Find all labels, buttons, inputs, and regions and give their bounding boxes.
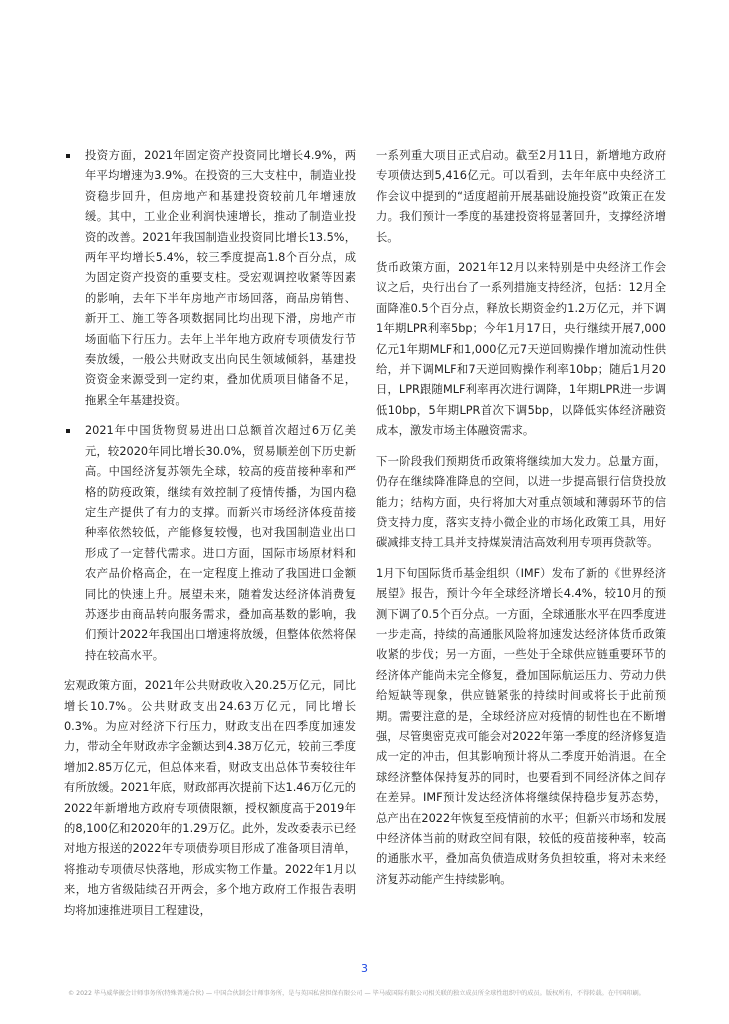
bullet-item-trade [64,421,356,666]
copyright-footer: © 2022 毕马威华振会计师事务所(特殊普通合伙) — 中国合伙制会计师事务所，是与英国私营担保有限公司 — 毕马威国际有限公司相关联的独立成员所全球性组织中的成员。版权所有，不得转载。在中国印刷。 [68,990,645,997]
paragraph-macro-policy: 宏观政策方面，2021年公共财政收入20.25万亿元，同比增长10.7%。公共财政支出24.63万亿元，同比增长0.3%。为应对经济下行压力，财政支出在四季度加速发力，带动全年财政赤字金额达到4.38万亿元，较前三季度增加2.85万亿元，但总体来看，财政支出总体节奏较往年有所放缓。2021年底，财政部再次提前下达1.46万亿元的2022年新增地方政府专项债限额，授权额度高于2019年的8,100亿和2020年的1.29万亿。此外，发改委表示已经对地方报送的2022年专项债券项目形成了准备项目清单，将推动专项债尽快落地，形成实物工作量。2022年1月以来，地方省级陆续召开两会，多个地方政府工作报告表明均将加速推进项目工程建设， [64,679,356,917]
page-number: 3 [361,962,368,975]
right-column [376,146,666,900]
left-column [64,146,356,931]
square-bullet-icon [66,429,70,433]
bullet-text: 2021年中国货物贸易进出口总额首次超过6万亿美元，较2020年同比增长30.0%，贸易顺差创下历史新高。中国经济复苏领先全球，较高的疫苗接种率和严格的防疫政策，继续有效控制了疫情传播，为国内稳定生产提供了有力的支撑。而新兴市场经济体疫苗接种率依然较低，产能修复较慢，也对我国制造业出口形成了一定替代需求。进口方面，国际市场原材料和农产品价格高企，在一定程度上推动了我国进口金额同比的快速上升。展望未来，随着发达经济体消费复苏逐步由商品转向服务需求，叠加高基数的影响，我们预计2022年我国出口增速将放缓，但整体依然将保持在较高水平。 [85,424,356,662]
paragraph-monetary-policy: 货币政策方面，2021年12月以来特别是中央经济工作会议之后，央行出台了一系列措施支持经济，包括：12月全面降准0.5个百分点，释放长期资金约1.2万亿元，并下调1年期LPR利率5bp；今年1月17日，央行继续开展7,000亿元1年期MLF和1,000亿元7天逆回购操作增加流动性供给，并下调MLF和7天逆回购操作利率10bp；随后1月20日，LPR跟随MLF利率再次进行调降，1年期LPR进一步调低10bp，5年期LPR首次下调5bp，以降低实体经济融资成本，激发市场主体融资需求。 [376,261,666,438]
bullet-text: 投资方面，2021年固定资产投资同比增长4.9%，两年平均增速为3.9%。在投资的三大支柱中，制造业投资稳步回升，但房地产和基建投资较前几年增速放缓。其中，工业企业利润快速增长，推动了制造业投资的改善。2021年我国制造业投资同比增长13.5%，两年平均增长5.4%，较三季度提高1.8个百分点，成为固定资产投资的重要支柱。受宏观调控收紧等因素的影响，去年下半年房地产市场回落，商品房销售、新开工、施工等各项数据同比均出现下滑，房地产市场面临下行压力。去年上半年地方政府专项债发行节奏放缓，一般公共财政支出向民生领域倾斜，基建投资资金来源受到一定约束，叠加优质项目储备不足，拖累全年基建投资。 [85,149,356,407]
paragraph-outlook: 下一阶段我们预期货币政策将继续加大发力。总量方面，仍存在继续降准降息的空间，以进一步提高银行信贷投放能力；结构方面，央行将加大对重点领域和薄弱环节的信贷支持力度，落实支持小微企业的市场化政策工具，用好碳减排支持工具并支持煤炭清洁高效利用专项再贷款等。 [376,454,666,550]
paragraph-infrastructure: 一系列重大项目正式启动。截至2月11日，新增地方政府专项债达到5,416亿元。可以看到，去年年底中央经济工作会议中提到的“适度超前开展基础设施投资”政策正在发力。我们预计一季度的基建投资将显著回升，支撑经济增长。 [376,149,666,244]
bullet-item-investment [64,146,356,411]
square-bullet-icon [66,154,70,158]
paragraph-imf: 1月下旬国际货币基金组织（IMF）发布了新的《世界经济展望》报告，预计今年全球经济增长4.4%，较10月的预测下调了0.5个百分点。一方面，全球通胀水平在四季度进一步走高，持续的高通胀风险将加速发达经济体货币政策收紧的步伐；另一方面，一些处于全球供应链重要环节的经济体产能尚未完全修复，叠加国际航运压力、劳动力供给短缺等现象，供应链紧张的持续时间或将长于此前预期。需要注意的是，全球经济应对疫情的韧性也在不断增强，尽管奥密克戎可能会对2022年第一季度的经济修复造成一定的冲击，但其影响预计将从二季度开始消退。在全球经济整体保持复苏的同时，也要看到不同经济体之间存在差异。IMF预计发达经济体将继续保持稳步复苏态势，总产出在2022年恢复至疫情前的水平；但新兴市场和发展中经济体当前的财政空间有限，较低的疫苗接种率，较高的通胀水平，叠加高负债造成财务负担较重，将对未来经济复苏动能产生持续影响。 [376,566,666,886]
